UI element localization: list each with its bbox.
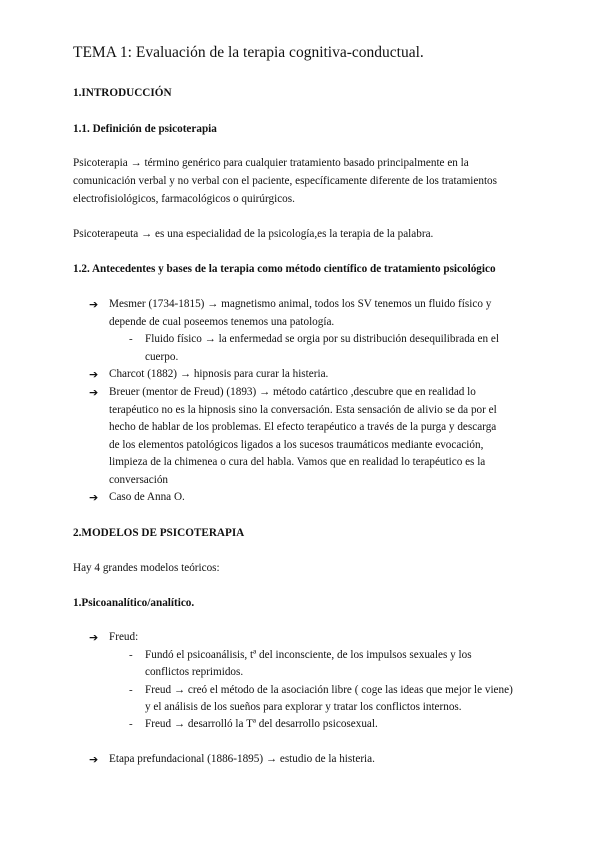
- sub-item-line: cuerpo.: [145, 351, 179, 363]
- paragraph-psicoterapeuta: Psicoterapeuta → es una especialidad de la psicología,es la terapia de la palabra.: [73, 228, 434, 240]
- list-item-line: limpieza de la chimenea o cura del habla. Vamos que en realidad lo terapéutico es la: [109, 456, 486, 468]
- paragraph-modelos: Hay 4 grandes modelos teóricos:: [73, 562, 220, 574]
- list-item-line: Etapa prefundacional (1886-1895) → estudio de la histeria.: [109, 753, 375, 765]
- list-item-line: conversación: [109, 474, 169, 486]
- heading-psicoanalitico: 1.Psicoanalítico/analítico.: [73, 597, 195, 609]
- arrow-bullet-icon: ➔: [89, 631, 99, 644]
- sub-item-line: Freud → creó el método de la asociación libre ( coge las ideas que mejor le viene): [145, 684, 513, 696]
- dash-bullet-icon: -: [129, 649, 133, 661]
- list-item-line: Caso de Anna O.: [109, 491, 185, 503]
- list-item-line: hecho de hablar de los problemas. El efecto terapéutico a través de la purga y descarga: [109, 421, 497, 433]
- list-item-line: Charcot (1882) → hipnosis para curar la histeria.: [109, 368, 329, 380]
- paragraph-line: electrofisiológicos, farmacológicos o quirúrgicos.: [73, 193, 295, 205]
- sub-item-line: conflictos reprimidos.: [145, 666, 244, 678]
- arrow-bullet-icon: ➔: [89, 386, 99, 399]
- sub-item-line: Fundó el psicoanálisis, tª del inconsciente, de los impulsos sexuales y los: [145, 649, 472, 661]
- document-title: TEMA 1: Evaluación de la terapia cognitiva-conductual.: [73, 44, 424, 61]
- sub-item-line: Fluido físico → la enfermedad se orgia por su distribución desequilibrada en el: [145, 333, 499, 345]
- dash-bullet-icon: -: [129, 333, 133, 345]
- paragraph-line: Psicoterapia → término genérico para cualquier tratamiento basado principalmente en la: [73, 157, 469, 169]
- dash-bullet-icon: -: [129, 684, 133, 696]
- list-item-line: de los elementos patológicos ligados a los sucesos traumáticos mediante evocación,: [109, 439, 484, 451]
- paragraph-line: comunicación verbal y no verbal con el paciente, específicamente diferente de los tratamientos: [73, 175, 498, 187]
- arrow-bullet-icon: ➔: [89, 753, 99, 766]
- list-item-line: depende de cual poseemos tenemos una patología.: [109, 316, 335, 328]
- dash-bullet-icon: -: [129, 718, 133, 730]
- arrow-bullet-icon: ➔: [89, 298, 99, 311]
- sub-item-line: y el análisis de los sueños para explorar y tratar los conflictos internos.: [145, 701, 462, 713]
- list-item-line: Mesmer (1734-1815) → magnetismo animal, todos los SV tenemos un fluido físico y: [109, 298, 492, 310]
- arrow-bullet-icon: ➔: [89, 491, 99, 504]
- heading-definicion: 1.1. Definición de psicoterapia: [73, 123, 217, 135]
- heading-modelos: 2.MODELOS DE PSICOTERAPIA: [73, 527, 245, 539]
- heading-antecedentes: 1.2. Antecedentes y bases de la terapia como método científico de tratamiento psicológico: [73, 263, 496, 275]
- list-item-line: Freud:: [109, 631, 139, 643]
- heading-introduccion: 1.INTRODUCCIÓN: [73, 87, 172, 99]
- arrow-bullet-icon: ➔: [89, 368, 99, 381]
- list-item-line: terapéutico no es la hipnosis sino la conversación. Esta sensación de alivio se da por el: [109, 404, 497, 416]
- list-item-line: Breuer (mentor de Freud) (1893) → método catártico ,descubre que en realidad lo: [109, 386, 476, 398]
- sub-item-line: Freud → desarrolló la Tª del desarrollo psicosexual.: [145, 718, 378, 730]
